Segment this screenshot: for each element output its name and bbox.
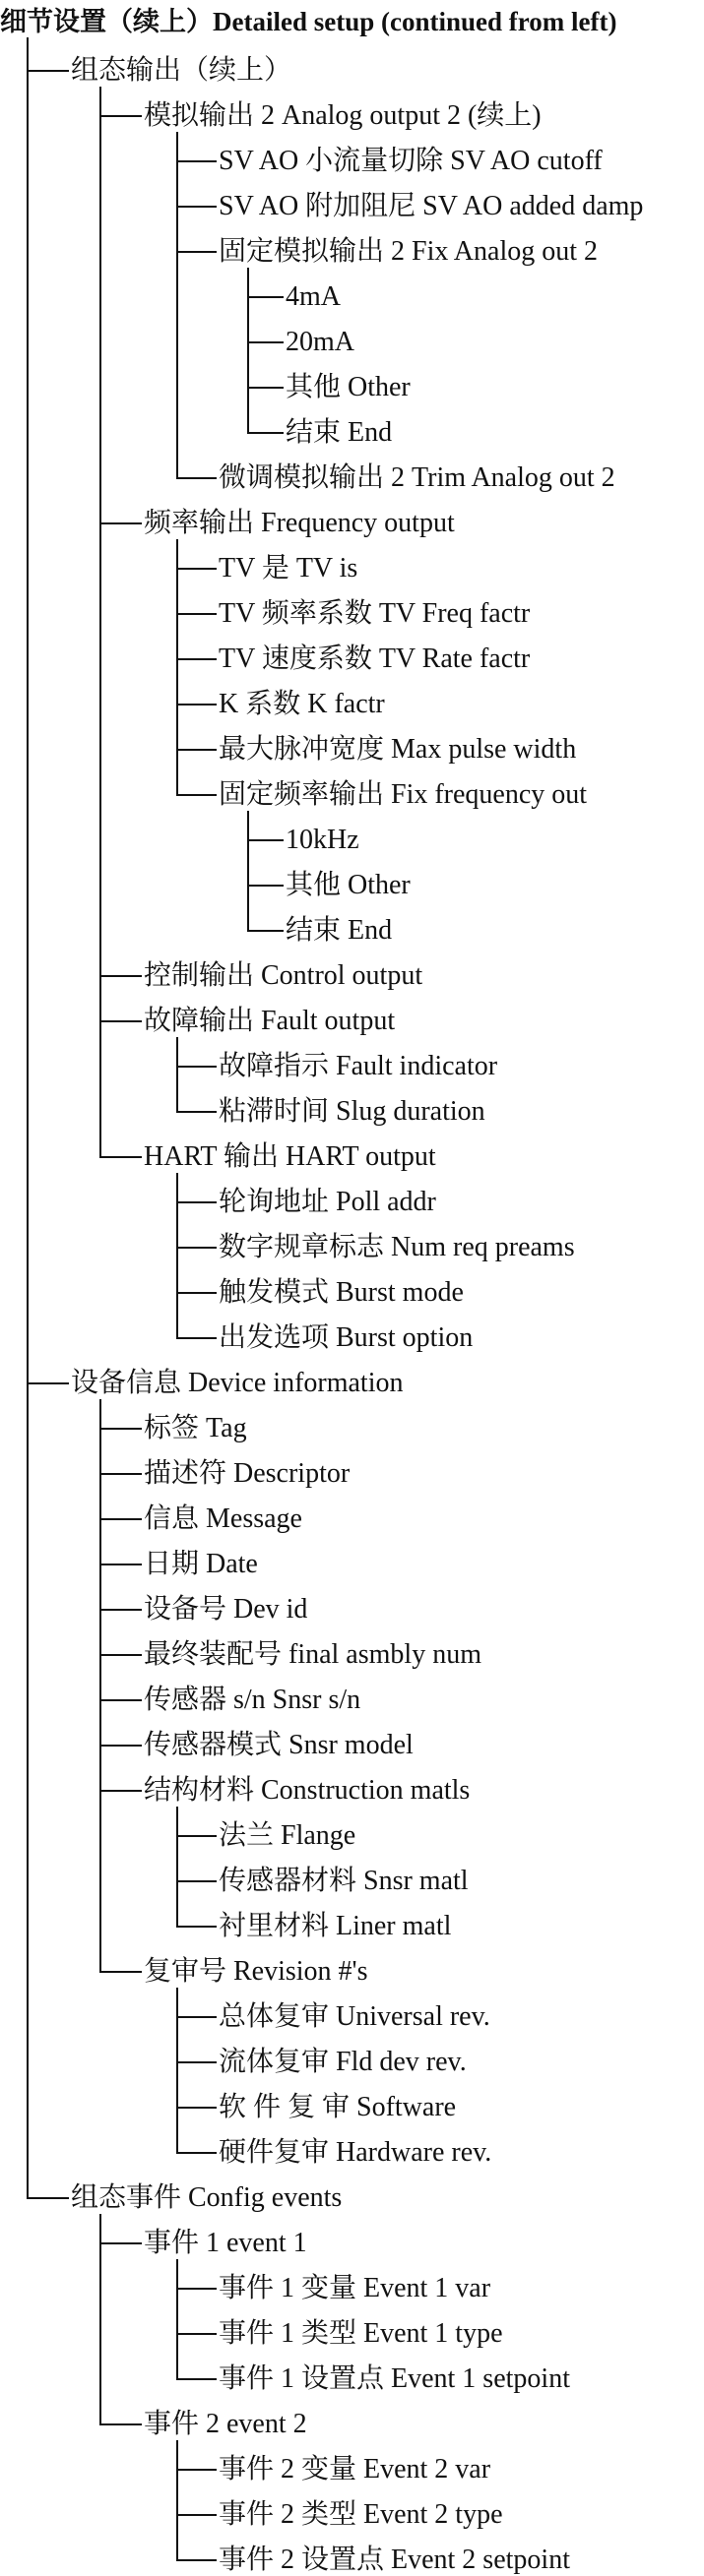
tree-connector-horizontal	[177, 613, 217, 615]
tree-connector-horizontal	[100, 115, 142, 117]
tree-connector-horizontal	[100, 1473, 142, 1475]
tree-node-level-2: 结构材料 Construction matls	[144, 1775, 471, 1806]
tree-node-level-3: TV 是 TV is	[219, 553, 358, 583]
tree-node-level-3: 衬里材料 Liner matl	[219, 1911, 452, 1941]
tree-connector-horizontal	[100, 2242, 142, 2244]
tree-node-level-3: 轮询地址 Poll addr	[219, 1187, 436, 1217]
tree-connector-horizontal	[177, 1247, 217, 1249]
tree-node-level-4: 20mA	[286, 327, 354, 357]
tree-connector-horizontal	[177, 1292, 217, 1294]
tree-node-level-2: 日期 Date	[144, 1549, 258, 1579]
tree-node-level-3: TV 速度系数 TV Rate factr	[219, 644, 531, 674]
tree-node-level-2: 频率输出 Frequency output	[144, 508, 455, 538]
tree-connector-horizontal	[100, 975, 142, 977]
tree-node-level-2: 传感器模式 Snsr model	[144, 1730, 414, 1760]
tree-node-level-3: 触发模式 Burst mode	[219, 1277, 464, 1308]
tree-node-level-3: 故障指示 Fault indicator	[219, 1051, 498, 1081]
tree-connector-horizontal	[177, 1201, 217, 1203]
tree-node-level-2: 设备号 Dev id	[144, 1594, 308, 1625]
tree-node-level-4: 结束 End	[286, 915, 393, 946]
tree-connector-vertical	[176, 1037, 178, 1113]
tree-connector-horizontal	[177, 251, 217, 253]
tree-connector-horizontal	[100, 1699, 142, 1701]
tree-node-level-3: SV AO 小流量切除 SV AO cutoff	[219, 146, 603, 176]
tree-connector-horizontal	[248, 432, 284, 434]
tree-connector-horizontal	[177, 2469, 217, 2471]
tree-connector-horizontal	[100, 1790, 142, 1792]
tree-connector-horizontal	[177, 206, 217, 208]
tree-connector-horizontal	[177, 2378, 217, 2380]
tree-connector-horizontal	[177, 2152, 217, 2154]
tree-connector-horizontal	[248, 930, 284, 932]
tree-connector-horizontal	[100, 1428, 142, 1430]
tree-connector-vertical	[176, 539, 178, 796]
tree-connector-vertical	[99, 87, 101, 1158]
tree-node-level-3: 软 件 复 审 Software	[219, 2092, 457, 2122]
tree-connector-vertical	[247, 811, 249, 932]
tree-connector-horizontal	[177, 477, 217, 479]
tree-node-level-1: 设备信息 Device information	[71, 1368, 404, 1398]
tree-connector-horizontal	[177, 749, 217, 751]
tree-connector-horizontal	[28, 70, 69, 72]
tree-connector-horizontal	[177, 1111, 217, 1113]
tree-node-level-2: 标签 Tag	[144, 1413, 247, 1443]
tree-connector-horizontal	[28, 1382, 69, 1384]
tree-connector-horizontal	[100, 1654, 142, 1656]
tree-node-level-3: 法兰 Flange	[219, 1820, 356, 1851]
tree-node-level-4: 其他 Other	[286, 870, 411, 900]
tree-connector-horizontal	[177, 1337, 217, 1339]
tree-connector-horizontal	[177, 704, 217, 705]
tree-node-level-2: 事件 2 event 2	[144, 2409, 307, 2439]
tree-connector-vertical	[176, 1807, 178, 1928]
tree-connector-horizontal	[100, 1745, 142, 1747]
tree-node-level-2: 复审号 Revision #'s	[144, 1956, 368, 1987]
tree-connector-horizontal	[100, 1564, 142, 1565]
tree-connector-vertical	[176, 2259, 178, 2380]
tree-connector-horizontal	[248, 341, 284, 343]
tree-connector-horizontal	[248, 885, 284, 887]
tree-node-level-3: 事件 2 变量 Event 2 var	[219, 2454, 491, 2484]
tree-node-level-2: 故障输出 Fault output	[144, 1006, 396, 1036]
tree-node-level-2: 描述符 Descriptor	[144, 1458, 351, 1489]
tree-connector-horizontal	[248, 296, 284, 298]
tree-connector-horizontal	[248, 387, 284, 389]
tree-node-level-3: 数字规章标志 Num req preams	[219, 1232, 575, 1262]
tree-connector-horizontal	[100, 1020, 142, 1022]
tree-node-level-3: 流体复审 Fld dev rev.	[219, 2047, 467, 2077]
tree-connector-horizontal	[177, 1880, 217, 1882]
tree-connector-horizontal	[177, 2107, 217, 2109]
tree-node-level-3: K 系数 K factr	[219, 689, 385, 719]
tree-connector-vertical	[176, 1988, 178, 2154]
tree-connector-horizontal	[100, 1156, 142, 1158]
tree-connector-horizontal	[177, 160, 217, 162]
tree-node-level-2: 传感器 s/n Snsr s/n	[144, 1685, 361, 1715]
tree-node-level-3: 固定模拟输出 2 Fix Analog out 2	[219, 236, 599, 267]
tree-connector-horizontal	[100, 1518, 142, 1520]
tree-node-level-3: 最大脉冲宽度 Max pulse width	[219, 734, 577, 765]
tree-connector-horizontal	[177, 2559, 217, 2561]
tree-node-level-3: SV AO 附加阻尼 SV AO added damp	[219, 191, 644, 221]
tree-connector-horizontal	[177, 1926, 217, 1928]
tree-connector-horizontal	[177, 1066, 217, 1068]
tree-connector-horizontal	[177, 2061, 217, 2063]
tree-node-level-3: 微调模拟输出 2 Trim Analog out 2	[219, 462, 615, 493]
tree-connector-vertical	[176, 2440, 178, 2561]
tree-node-level-3: 总体复审 Universal rev.	[219, 2001, 490, 2032]
tree-node-level-2: 控制输出 Control output	[144, 960, 423, 991]
tree-connector-vertical	[176, 132, 178, 479]
tree-connector-vertical	[27, 37, 29, 2199]
tree-connector-horizontal	[100, 1971, 142, 1973]
tree-node-level-3: 固定频率输出 Fix frequency out	[219, 779, 588, 810]
tree-connector-vertical	[247, 268, 249, 434]
tree-node-level-3: 粘滞时间 Slug duration	[219, 1096, 485, 1127]
tree-connector-horizontal	[177, 658, 217, 660]
tree-connector-horizontal	[177, 2514, 217, 2516]
tree-connector-vertical	[99, 1399, 101, 1973]
tree-connector-vertical	[176, 1173, 178, 1339]
tree-node-level-4: 4mA	[286, 281, 341, 312]
tree-connector-horizontal	[177, 568, 217, 570]
tree-node-level-3: 事件 2 类型 Event 2 type	[219, 2499, 503, 2530]
tree-connector-horizontal	[248, 839, 284, 841]
tree-node-level-3: 出发选项 Burst option	[219, 1322, 474, 1353]
tree-connector-horizontal	[100, 2423, 142, 2425]
tree-connector-horizontal	[177, 2333, 217, 2335]
tree-connector-horizontal	[100, 522, 142, 524]
tree-node-level-2: 事件 1 event 1	[144, 2228, 307, 2258]
tree-connector-vertical	[99, 2214, 101, 2425]
tree-connector-horizontal	[177, 1835, 217, 1837]
tree-node-level-3: 事件 1 设置点 Event 1 setpoint	[219, 2363, 570, 2394]
tree-node-level-2: HART 输出 HART output	[144, 1141, 436, 1172]
tree-node-level-2: 最终装配号 final asmbly num	[144, 1639, 481, 1670]
page-title: 细节设置（续上）Detailed setup (continued from left)	[0, 7, 617, 36]
tree-node-level-3: TV 频率系数 TV Freq factr	[219, 598, 531, 629]
tree-node-level-2: 模拟输出 2 Analog output 2 (续上)	[144, 100, 542, 131]
tree-node-level-3: 事件 1 变量 Event 1 var	[219, 2273, 491, 2303]
tree-node-level-3: 事件 2 设置点 Event 2 setpoint	[219, 2545, 570, 2575]
tree-connector-horizontal	[177, 2288, 217, 2290]
tree-node-level-4: 结束 End	[286, 417, 393, 448]
tree-node-level-3: 传感器材料 Snsr matl	[219, 1866, 469, 1896]
tree-connector-horizontal	[100, 1609, 142, 1611]
tree-connector-horizontal	[28, 2197, 69, 2199]
tree-node-level-3: 硬件复审 Hardware rev.	[219, 2137, 492, 2168]
tree-connector-horizontal	[177, 2016, 217, 2018]
tree-node-level-1: 组态输出（续上）	[71, 55, 292, 86]
tree-node-level-2: 信息 Message	[144, 1503, 302, 1534]
tree-node-level-1: 组态事件 Config events	[71, 2182, 343, 2213]
tree-node-level-3: 事件 1 类型 Event 1 type	[219, 2318, 503, 2349]
tree-node-level-4: 10kHz	[286, 825, 359, 855]
tree-connector-horizontal	[177, 794, 217, 796]
tree-node-level-4: 其他 Other	[286, 372, 411, 402]
